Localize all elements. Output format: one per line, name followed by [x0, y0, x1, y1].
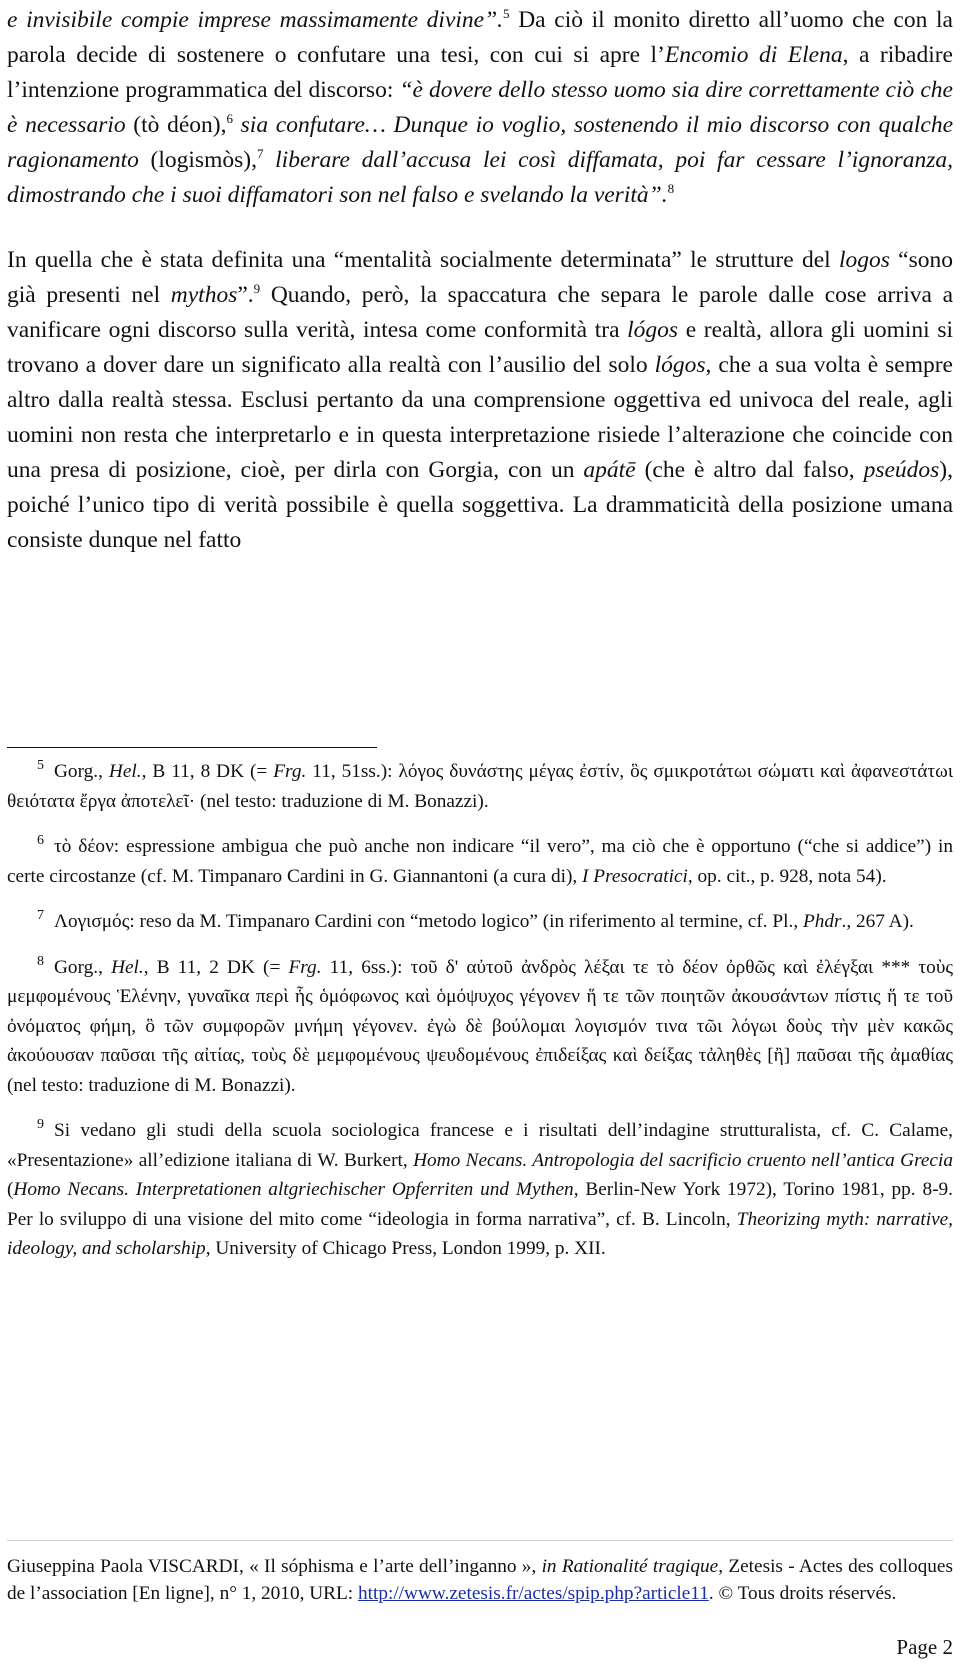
footnote-ref-7[interactable]: 7 [256, 146, 264, 161]
page-number: Page 2 [896, 1635, 953, 1659]
footer-divider [7, 1540, 953, 1541]
footnotes [7, 757, 953, 1280]
citation-footer: Giuseppina Paola VISCARDI, « Il sóphisma e l’arte dell’inganno », in Rationalité tragique, Zetesis - Actes des colloques de l’association [En ligne], n° 1, 2010, URL: http://www.zetesis.fr/actes/spip.php?article11. © Tous droits réservés. [7, 1556, 953, 1604]
document-page [7, 0, 954, 1659]
paragraph-2: In quella che è stata definita una “mentalità socialmente determinata” le strutture del logos “sono già presenti nel mythos”.$^9$ Quando, però, la spaccatura che separa le parole dalle cose arriva a vanificare ogni discorso sulla verità, intesa come conformità tra lógos e realtà, allora gli uomini si trovano a dover dare un significato alla realtà con l’ausilio del solo lógos, che a sua volta è sempre altro dalla realtà stessa. Esclusi pertanto da una comprensione oggettiva ed univoca del reale, agli uomini non resta che interpretarlo e in questa interpretazione risiede l’alterazione che coincide con una presa di posizione, cioè, per dirla con Gorgia, con un apátē (che è altro dal falso, pseúdos), poiché l’unico tipo di verità possibile è quella soggettiva. La drammaticità della posizione umana consiste dunque nel fatto [7, 247, 954, 553]
footnote-separator [7, 747, 377, 748]
paragraph-1: e invisibile compie imprese massimamente divine”.$^5$ Da ciò il monito diretto all’uomo che con la parola decide di sostenere o confutare una tesi, con cui si apre l’Encomio di Elena, a ribadire l’intenzione programmatica del discorso: “è dovere dello stesso uomo sia dire correttamente ciò che è necessario (tò déon),$^6$ sia confutare… Dunque io voglio, sostenendo il mio discorso con qualche ragionamento (logismòs),$^7$ liberare dall’accusa lei così diffamata, poi far cessare l’ignoranza, dimostrando che i suoi diffamatori son nel falso e svelando la verità”.$^8$ [7, 6, 954, 208]
footnote-9: $^9$ Si vedano gli studi della scuola sociologica francese e i risultati dell’indagine strutturalista, cf. C. Calame, «Presentazione» all’edizione italiana di W. Burkert, Homo Necans. Antropologia del sacrificio cruento nell’antica Grecia (Homo Necans. Interpretationen altgriechischer Opferriten und Mythen, Berlin-New York 1972), Torino 1981, pp. 8-9. Per lo sviluppo di una visione del mito come “ideologia in forma narrativa”, cf. B. Lincoln, Theorizing myth: narrative, ideology, and scholarship, University of Chicago Press, London 1999, p. XII. [7, 1117, 953, 1259]
article-url-link[interactable]: http://www.zetesis.fr/actes/spip.php?article11 [357, 1583, 709, 1604]
footnote-ref-8[interactable]: 8 [667, 181, 675, 196]
footnote-ref-5[interactable]: 5 [503, 6, 510, 21]
footnote-number: 7 [37, 908, 44, 923]
footnote-number: 6 [37, 833, 44, 848]
footnote-number: 5 [37, 758, 44, 773]
footnote-8: $^8$ Gorg., Hel., B 11, 2 DK (= Frg. 11, 6ss.): τοῦ δ' αὐτοῦ ἀνδρὸς λέξαι τε τὸ δέον ὀρθῶς καὶ ἐλέγξαι *** τοὺς μεμφομένους Ἑλένην, γυναῖκα περὶ ἧς ὁμόφωνος καὶ ὁμόψυχος γέγονεν ἥ τε τῶν ποιητῶν ἀκουσάντων πίστις ἥ τε τοῦ ὀνόματος φήμη, ὃ τῶν συμφορῶν μνήμη γέγονεν. ἐγὼ δὲ βούλομαι λογισμόν τινα τῶι λόγωι δοὺς τὴν μὲν κακῶς ἀκούουσαν παῦσαι τῆς αἰτίας, τοὺς δὲ μεμφομένους ψευδομένους ἐπιδείξας καὶ δείξας τἀληθὲς [ἢ] παῦσαι τῆς ἀμαθίας (nel testo: traduzione di M. Bonazzi). [7, 953, 953, 1096]
footnote-5: $^5$ Gorg., Hel., B 11, 8 DK (= Frg. 11, 51ss.): λόγος δυνάστης μέγας ἐστίν, ὃς σμικροτάτωι σώματι καὶ ἀφανεστάτωι θειότατα ἔργα ἀποτελεῖ· (nel testo: traduzione di M. Bonazzi). [7, 758, 954, 812]
footnote-ref-9[interactable]: 9 [253, 281, 261, 296]
footnote-number: 9 [37, 1117, 44, 1132]
footnote-6: $^6$ τὸ δέον: espressione ambigua che può anche non indicare “il vero”, ma ciò che è opportuno (“che si addice”) in certe circostanze (cf. M. Timpanaro Cardini in G. Giannantoni (a cura di), I Presocratici, op. cit., p. 928, nota 54). [7, 833, 953, 887]
footnote-number: 8 [37, 953, 44, 969]
footnote-ref-6[interactable]: 6 [226, 111, 233, 126]
footnote-7: $^7$ Λογισμός: reso da M. Timpanaro Cardini con “metodo logico” (in riferimento al termine, cf. Pl., Phdr., 267 A). [7, 907, 953, 937]
